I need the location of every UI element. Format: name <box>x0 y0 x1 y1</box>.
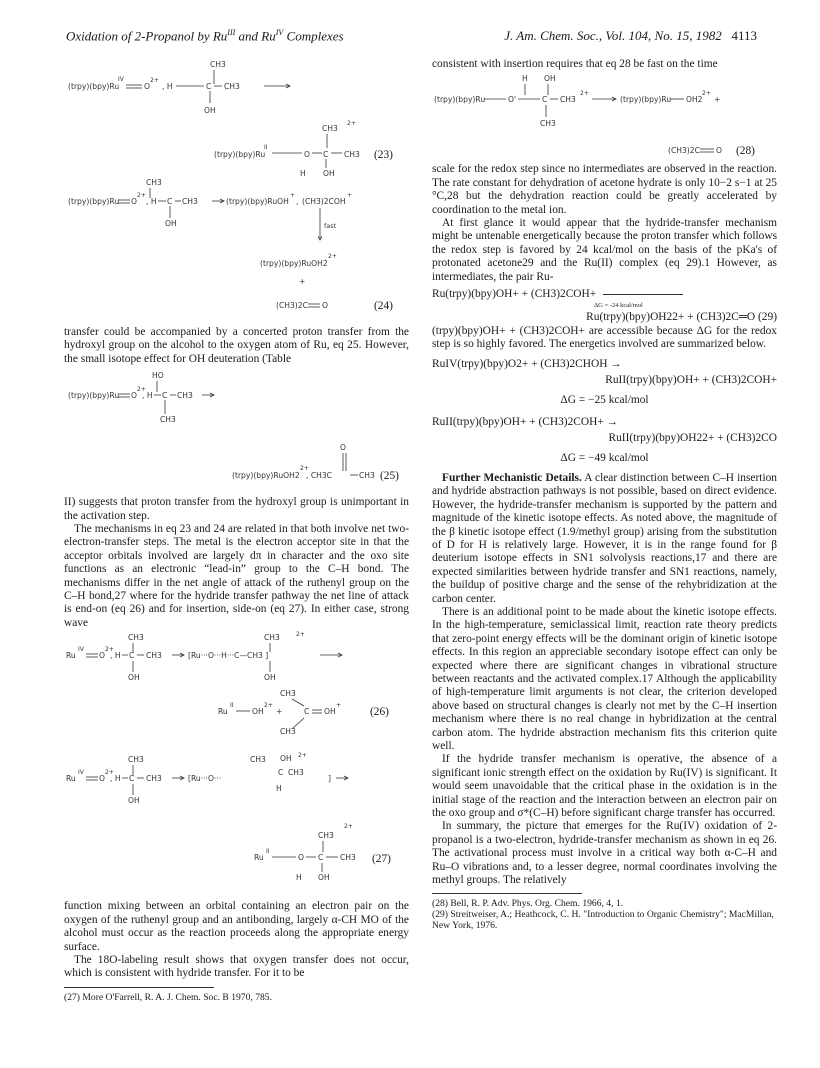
svg-text:O: O <box>322 301 328 310</box>
oh-label: OH <box>264 673 276 683</box>
h-label: H <box>300 169 306 178</box>
footnote-rule <box>64 987 214 988</box>
ch3-label: CH3 <box>540 119 556 129</box>
reaction2-line1: RuII(trpy)(bpy)OH+ + (CH3)2COH+ → <box>432 415 618 428</box>
ch3-label: CH3 <box>560 95 576 105</box>
svg-text:+: + <box>299 277 306 286</box>
ruoh2-label: (trpy)(bpy)RuOH2 <box>260 259 328 268</box>
oh-label: OH <box>204 106 216 115</box>
oxygen-label: O <box>304 150 310 159</box>
paragraph: II) suggests that proton transfer from the hydroxyl group is unimportant in the activation step. <box>64 496 409 522</box>
section-heading: Further Mechanistic Details. <box>442 471 582 484</box>
svg-text:,: , <box>296 197 299 206</box>
svg-text:+: + <box>347 192 353 199</box>
paragraph: transfer could be accompanied by a concerted proton transfer from the hydroxyl group on the alcohol to the oxygen atom of Ru, eq 25. However, the small isotope effect for OH deuteration (Table <box>64 326 409 365</box>
charge-label: 2+ <box>264 702 273 710</box>
right-column <box>432 58 777 931</box>
ch3-label: CH3 <box>224 82 240 91</box>
footnote-28: (28) Bell, R. P. Adv. Phys. Org. Chem. 1966, 4, 1. <box>432 898 624 910</box>
svg-text:Ru: Ru <box>254 853 264 863</box>
ch3-label: CH3 <box>146 178 162 187</box>
svg-text:C: C <box>167 197 173 206</box>
carbon-label: C <box>206 82 212 91</box>
eq29-reactants: Ru(trpy)(bpy)OH+ + (CH3)2COH+ <box>432 288 597 301</box>
svg-text:, H: , H <box>146 197 157 206</box>
svg-text:C: C <box>129 651 135 661</box>
energetics-summary <box>432 356 777 466</box>
svg-text:, H: , H <box>110 651 121 661</box>
paragraph: In summary, the picture that emerges for the Ru(IV) oxidation of 2-propanol is a two-electron, hydride-transfer mechanism as shown in eq 26. The activational process must involve in a critical way both α-C–H and Ru–O vibrations and, to a lesser degree, normal coordinates involving the methyl groups. The relatively <box>432 820 777 887</box>
scheme-eq-26-27 <box>64 630 409 900</box>
charge-label: 2+ <box>150 77 159 84</box>
eq29-delta-g: ΔG = -24 kcal/mol <box>594 302 643 310</box>
footnote-rule <box>432 893 582 894</box>
equation-number: (25) <box>380 470 399 483</box>
svg-text:O: O <box>99 774 105 784</box>
ch3-label: CH3 <box>128 755 144 765</box>
svg-text:O: O <box>131 197 137 206</box>
oh-label: OH <box>318 873 330 883</box>
ch3-label: CH3 <box>250 755 266 765</box>
oxidation-state-iv: IV <box>78 646 84 654</box>
page-number: 4113 <box>731 28 757 43</box>
charge-label: 2+ <box>702 90 711 98</box>
ruoh-product-label: (trpy)(bpy)RuOH <box>226 197 289 206</box>
charge-label: 2+ <box>105 769 114 777</box>
ch3-label: CH3 <box>288 768 304 778</box>
svg-text:O: O <box>716 146 722 156</box>
oxo-label: O <box>144 82 150 91</box>
svg-text:C: C <box>542 95 548 105</box>
running-title-text: and Ru <box>235 28 276 44</box>
svg-text:C: C <box>278 768 284 778</box>
svg-text:C: C <box>318 853 324 863</box>
scheme-eq-28-drawing <box>432 71 777 163</box>
charge-label: 2+ <box>347 120 356 127</box>
svg-text:OH: OH <box>252 707 264 717</box>
equation-number: (26) <box>370 706 389 719</box>
charge-label: 2+ <box>137 192 146 199</box>
svg-text:OH: OH <box>280 754 292 764</box>
ch3-label: CH3 <box>344 150 360 159</box>
paragraph: consistent with insertion requires that eq 28 be fast on the time <box>432 58 718 70</box>
scheme-eq-26-27-drawing <box>64 630 409 900</box>
footnote-27: (27) More O'Farrell, R. A. J. Chem. Soc. B 1970, 785. <box>64 991 272 1003</box>
charge-label: 2+ <box>105 646 114 654</box>
charge-label: 2+ <box>580 90 589 98</box>
oxidation-state-iv: IV <box>118 76 124 83</box>
paragraph-text: A clear distinction between C–H insertion and hydride abstraction pathways is not possible, based on direct evidence. However, the hydride-transfer mechanism is supported by the pattern and magnitude of the kinetic isotope effects. As noted above, the magnitude of the β kinetic isotope effect (1.9/methyl group) arising from the substitution of D for H is relatively large. However, it is in the range found for β deuterium isotope effects in SN1 solvolysis reactions,17 and there are expected similarities between hydride transfer and SN1 reactions, namely, the buildup of positive charge and the sense of the rehybridization at the carbon center. <box>432 471 777 605</box>
reaction1-line2: RuII(trpy)(bpy)OH+ + (CH3)2COH+ <box>605 373 777 386</box>
oh-label: OH <box>128 673 140 683</box>
svg-text:O: O <box>99 651 105 661</box>
svg-text:C: C <box>129 774 135 784</box>
ch3-label: CH3 <box>210 60 226 69</box>
charge-label: 2+ <box>296 631 305 639</box>
ch3-label: CH3 <box>128 633 144 643</box>
charge-label: 2+ <box>328 253 337 260</box>
oxidation-state-iv: IV <box>78 769 84 777</box>
ch3-label: CH3 <box>340 853 356 863</box>
fast-label: fast <box>324 222 337 230</box>
equation-number: (23) <box>374 149 393 161</box>
scheme-eq-25 <box>64 366 409 496</box>
oh-label: OH <box>165 219 177 228</box>
eq29-products: Ru(trpy)(bpy)OH22+ + (CH3)2C═O <box>586 311 756 324</box>
ru-complex-label: (trpy)(bpy)Ru <box>68 197 120 206</box>
svg-text:C: C <box>304 707 310 717</box>
equation-number: (24) <box>374 300 393 312</box>
reaction1-delta-g: ΔG = −25 kcal/mol <box>560 393 649 406</box>
svg-text:, CH3C: , CH3C <box>306 471 332 481</box>
scheme-eq-23-drawing <box>64 58 409 178</box>
svg-text:+: + <box>276 707 283 717</box>
transition-state-26: [Ru···O···H···C—CH3 ] <box>188 651 269 661</box>
scheme-eq-28 <box>432 71 777 163</box>
svg-text:OH2: OH2 <box>686 95 703 105</box>
svg-text:+: + <box>714 95 721 105</box>
scheme-eq-24 <box>64 178 409 326</box>
ch3-label: CH3 <box>177 391 193 401</box>
svg-text:, H: , H <box>110 774 121 784</box>
ho-label: HO <box>152 371 164 381</box>
ruoh2-label: (trpy)(bpy)Ru <box>620 95 672 105</box>
paragraph: There is an additional point to be made about the kinetic isotope effects. In the high-temperature, semiclassical limit, reaction rate theory predicts that zero-point energy effects will be the dominant origin of kinetic isotope effects. In this region an appreciable secondary isotope effect can only be expected where there are significant changes in vibrational structure between reactants and the activated complex.17 Although the applicability of high-temperature limit arguments is not clear, the criterion developed above based on structural changes is clearly not met by the C–H insertion mechanism where there is no real change in hybridization at the central carbon atom. The hydride abstraction mechanism fits this criterion quite well. <box>432 605 777 752</box>
footnote-29: (29) Streitweiser, A.; Heathcock, C. H. "Introduction to Organic Chemistry"; MacMillan, New York, 1976. <box>432 909 774 932</box>
acetone-label: (CH3)2C <box>668 146 700 156</box>
svg-text:, H: , H <box>142 391 153 401</box>
ch3-label: CH3 <box>359 471 375 481</box>
svg-text:Ru: Ru <box>218 707 228 717</box>
ru-complex-label: (trpy)(bpy)Ru <box>68 391 120 401</box>
scheme-eq-24-drawing <box>64 178 409 326</box>
ch3-label: CH3 <box>146 774 162 784</box>
journal-citation: J. Am. Chem. Soc., Vol. 104, No. 15, 1982 <box>504 28 722 43</box>
oh-label: OH <box>128 796 140 806</box>
equation-29 <box>432 286 777 325</box>
ch3-label: CH3 <box>318 831 334 841</box>
running-title-text: Complexes <box>283 28 344 44</box>
reaction2-delta-g: ΔG = −49 kcal/mol <box>560 451 649 464</box>
ch3-label: CH3 <box>280 689 296 699</box>
svg-text:H: H <box>522 74 528 84</box>
left-column <box>64 58 409 1003</box>
svg-text:Ru: Ru <box>66 651 76 661</box>
charge-label: 2+ <box>300 465 309 473</box>
scheme-eq-23 <box>64 58 409 178</box>
running-title-text: Oxidation of 2-Propanol by Ru <box>66 28 228 44</box>
equation-number: (29) <box>758 311 777 324</box>
ch3-2coh-label: (CH3)2COH <box>302 197 346 206</box>
reaction2-line2: RuII(trpy)(bpy)OH22+ + (CH3)2CO <box>608 431 777 444</box>
svg-text:H: H <box>276 784 282 794</box>
paragraph: The mechanisms in eq 23 and 24 are related in that both involve net two-electron-transfer steps. The metal is the electron acceptor site in that the acceptor orbitals involved are largely dπ in character and the oxo site functions as an electronic “lead-in” group to the C–H bond. The mechanisms differ in the net angle of attack of the ruthenyl group on the C–H bond,27 where for the hydride transfer pathway the net line of attack is end-on (eq 26) and for insertion, side-on (eq 27). In either case, strong wave <box>64 523 409 629</box>
h-atom-label: , H <box>162 82 173 91</box>
paragraph: (trpy)(bpy)OH+ + (CH3)2COH+ are accessible because ΔG for the redox step is so highly favored. The energetics involved are summarized below. <box>432 325 777 351</box>
eq29-arrow <box>603 294 683 295</box>
ru-complex-label: (trpy)(bpy)Ru <box>68 82 120 91</box>
running-title-sup: III <box>227 28 236 37</box>
svg-text:O': O' <box>508 95 517 105</box>
carbon-label: C <box>323 150 329 159</box>
ch3-label: CH3 <box>160 415 176 425</box>
eq29-line2 <box>432 309 777 325</box>
equation-number: (27) <box>372 853 391 866</box>
oxidation-state-ii: II <box>230 702 234 710</box>
ch3-label: CH3 <box>280 727 296 737</box>
oh-plus-label: OH <box>324 707 336 717</box>
oxidation-state-ii: II <box>266 848 270 856</box>
acetone-label: (CH3)2C <box>276 301 308 310</box>
transition-state-27: [Ru···O··· <box>188 774 222 784</box>
oxidation-state-ii: II <box>264 144 268 151</box>
charge-label: 2+ <box>344 823 353 831</box>
ch3-label: CH3 <box>322 124 338 133</box>
ru-complex-label: (trpy)(bpy)Ru <box>214 150 266 159</box>
paragraph: function mixing between an orbital containing an electron pair on the oxygen of the ruthenyl group and an antibonding, largely α-CH MO of the alcohol must occur as the reaction proceeds along the appropriate energy surface. <box>64 900 409 953</box>
reaction1-line1: RuIV(trpy)(bpy)O2+ + (CH3)2CHOH → <box>432 357 622 370</box>
charge-label: 2+ <box>137 386 146 394</box>
ru-complex-label: (trpy)(bpy)Ru <box>434 95 486 105</box>
svg-text:O: O <box>298 853 304 863</box>
ch3-label: CH3 <box>182 197 198 206</box>
svg-text:+: + <box>290 192 296 199</box>
svg-text:Ru: Ru <box>66 774 76 784</box>
carbonyl-o-label: O <box>340 443 346 453</box>
svg-text:+: + <box>336 702 342 710</box>
paragraph: scale for the redox step since no intermediates are observed in the reaction. The rate constant for dehydration of acetone hydrate is only 10−2 s−1 at 25 °C,28 but the dehydration reaction could be greatly accelerated by coordination to the metal ion. <box>432 163 777 216</box>
equation-number: (28) <box>736 145 755 158</box>
svg-text:C: C <box>162 391 168 401</box>
h-label: H <box>296 873 302 883</box>
paragraph: At first glance it would appear that the hydride-transfer mechanism might be untenable energetically because the proton transfer which follows the redox step is favored by 24 kcal/mol on the basis of the pKa's of protonated acetone29 and the Ru(II) complex (eq 29).1 However, as intermediates, the pair Ru- <box>432 217 777 283</box>
ch3-label: CH3 <box>146 651 162 661</box>
journal-citation-header <box>504 28 757 44</box>
eq29-line1 <box>432 286 777 302</box>
scheme-eq-25-drawing <box>64 366 409 496</box>
svg-text:O: O <box>131 391 137 401</box>
paragraph: If the hydride transfer mechanism is operative, the absence of a significant ionic strength effect on the oxidation by Ru(IV) is significant. It would seem unavoidable that the critical phase in the oxidation is in the initial stage of the reaction and the interaction between an electron pair on the oxo group and σ*(C–H) before significant charge transfer has occurred. <box>432 753 777 820</box>
paragraph <box>432 472 777 606</box>
charge-label: 2+ <box>298 752 307 760</box>
ch3-label: CH3 <box>264 633 280 643</box>
oh-label: OH <box>544 74 556 84</box>
oh-label: OH <box>323 169 335 178</box>
running-title <box>66 28 344 44</box>
paragraph: The 18O-labeling result shows that oxygen transfer does not occur, which is consistent with hydride transfer. For it to be <box>64 953 409 980</box>
ruoh2-label: (trpy)(bpy)RuOH2 <box>232 471 300 481</box>
running-title-sup: IV <box>275 28 284 37</box>
svg-text:]: ] <box>328 774 331 784</box>
